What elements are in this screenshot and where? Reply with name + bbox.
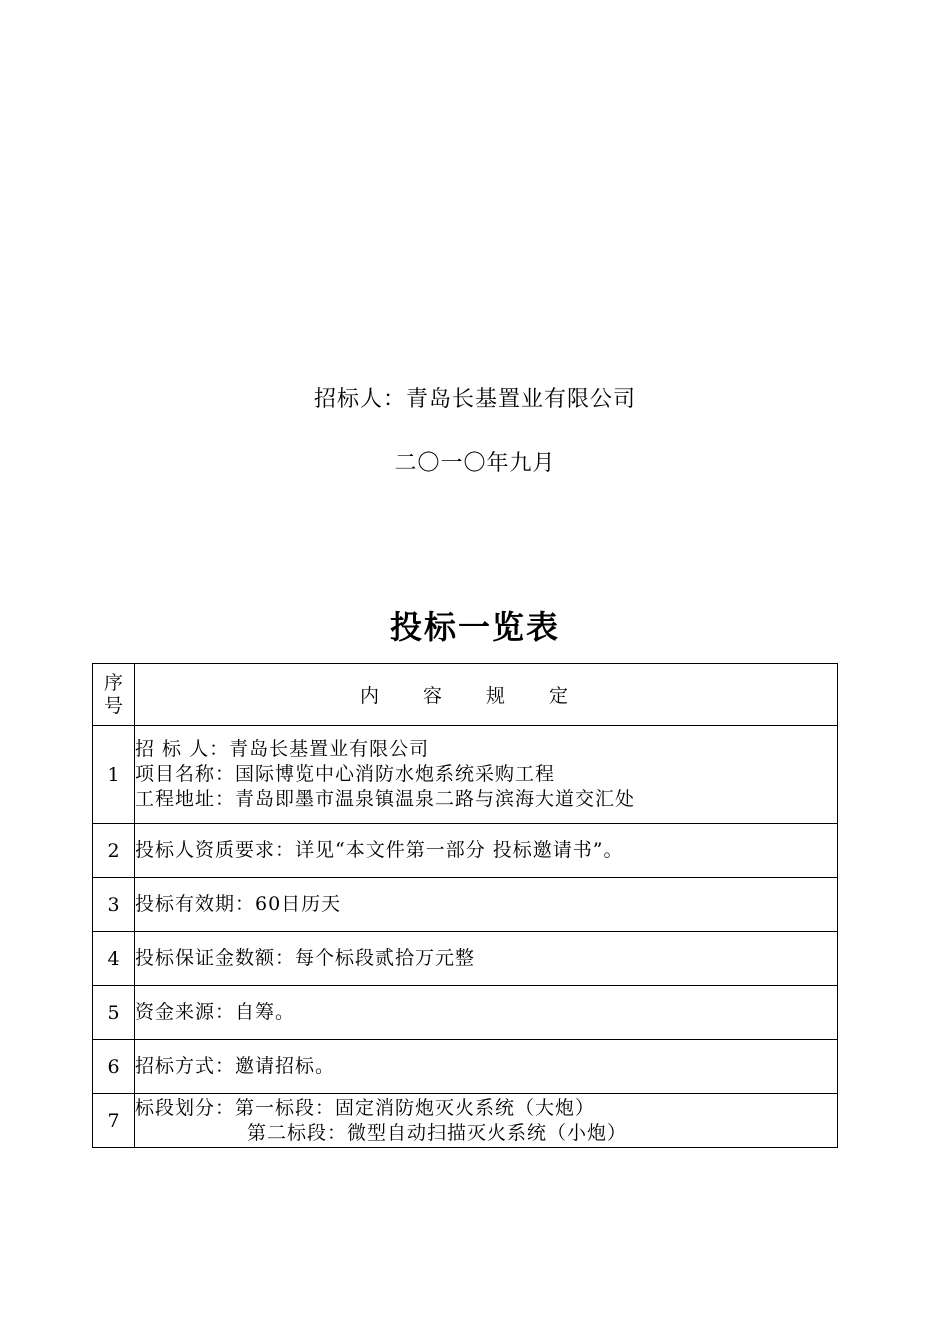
row-line: 资金来源：自筹。	[135, 1001, 296, 1023]
row-content	[135, 878, 838, 932]
row-number: 3	[93, 878, 135, 932]
row-content	[135, 932, 838, 986]
table-row	[93, 1040, 838, 1094]
issue-date: 二〇一〇年九月	[394, 451, 556, 476]
row-line: 招标方式：邀请招标。	[135, 1055, 336, 1077]
table-header-row	[93, 664, 838, 726]
row-line: 投标有效期：60日历天	[135, 893, 342, 915]
header-content: 内容规定	[135, 664, 838, 726]
header-serial-line-1: 序	[103, 671, 123, 694]
header-serial-number	[93, 664, 135, 726]
row-number: 1	[93, 726, 135, 824]
row-line: 投标保证金数额：每个标段贰拾万元整	[135, 947, 476, 969]
table-row	[93, 986, 838, 1040]
header-serial-line-2: 号	[103, 694, 123, 717]
row-content	[135, 1040, 838, 1094]
bid-summary-table	[92, 663, 838, 1148]
section-title: 投标一览表	[389, 608, 560, 646]
row-line: 招 标 人：青岛长基置业有限公司	[135, 738, 430, 760]
row-number: 7	[93, 1094, 135, 1148]
row-number: 6	[93, 1040, 135, 1094]
row-content	[135, 1094, 838, 1148]
row-line: 标段划分：第一标段：固定消防炮灭火系统（大炮）	[135, 1096, 596, 1119]
table-row	[93, 726, 838, 824]
table-row	[93, 878, 838, 932]
row-content	[135, 726, 838, 824]
row-number: 4	[93, 932, 135, 986]
table-row	[93, 932, 838, 986]
issuer-line: 招标人：青岛长基置业有限公司	[313, 387, 636, 412]
row-line: 项目名称：国际博览中心消防水炮系统采购工程	[135, 763, 556, 785]
row-line: 第二标段：微型自动扫描灭火系统（小炮）	[247, 1121, 628, 1144]
table-row	[93, 824, 838, 878]
table-row	[93, 1094, 838, 1148]
row-line: 投标人资质要求：详见“本文件第一部分 投标邀请书”。	[135, 839, 624, 861]
row-content	[135, 986, 838, 1040]
row-line: 工程地址：青岛即墨市温泉镇温泉二路与滨海大道交汇处	[135, 788, 636, 810]
row-content	[135, 824, 838, 878]
row-number: 2	[93, 824, 135, 878]
row-number: 5	[93, 986, 135, 1040]
